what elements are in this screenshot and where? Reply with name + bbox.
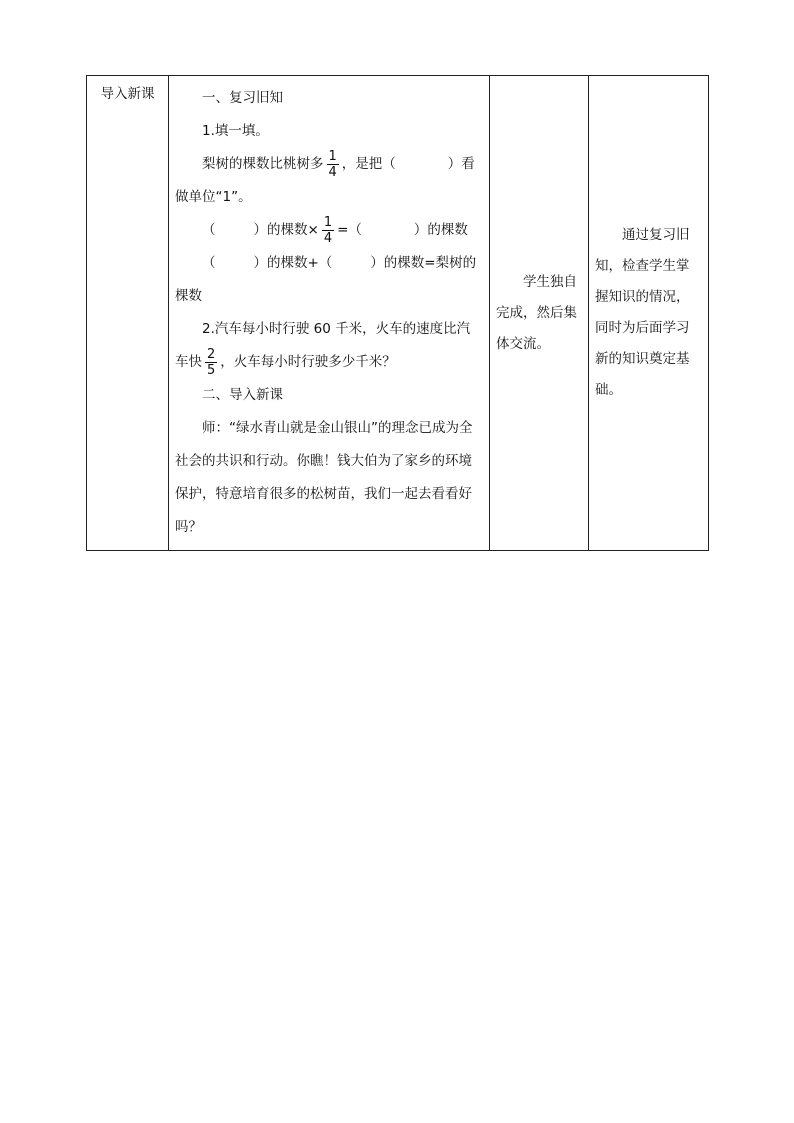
design-intent-text: 通过复习旧知，检查学生掌握知识的情况，同时为后面学习新的知识奠定基础。: [595, 227, 690, 398]
stage-label: 导入新课: [100, 86, 155, 102]
stage-cell: [87, 76, 169, 551]
student-activity-text: 学生独自完成，然后集体交流。: [496, 273, 577, 352]
design-intent-cell: [589, 76, 709, 551]
student-activity-cell: [490, 76, 589, 551]
section-heading-new-lesson: 二、导入新课: [202, 387, 283, 403]
section-heading-review: 一、复习旧知: [202, 90, 283, 106]
fraction-two-fifths: $\frac{2}{5}$: [207, 346, 216, 378]
fraction-one-quarter: $\frac{1}{4}$: [323, 214, 333, 246]
question-1-title: 1.填一填。: [202, 123, 269, 139]
lesson-plan-table: [86, 75, 709, 551]
table-row: [87, 76, 709, 551]
fraction-one-quarter: $\frac{1}{4}$: [328, 148, 337, 180]
question-1-line-1: 梨树的棵数比桃树多 $\frac{1}{4}$ ，是把（ ）看做单位“1”。: [175, 148, 475, 205]
teacher-dialogue: 师：“绿水青山就是金山银山”的理念已成为全社会的共识和行动。你瞧！钱大伯为了家乡的环境保护，特意培育很多的松树苗，我们一起去看看好吗？: [175, 420, 473, 535]
question-2: 2.汽车每小时行驶 60 千米，火车的速度比汽车快 $\frac{2}{5}$ ，火车每小时行驶多少千米？: [175, 321, 471, 378]
question-1-line-2: （ ）的棵数× $\frac{1}{4}$ =（ ）的棵数: [202, 214, 468, 246]
question-1-line-3: （ ）的棵数+（ ）的棵数=梨树的棵数: [175, 255, 477, 304]
teaching-process-cell: [169, 76, 490, 551]
